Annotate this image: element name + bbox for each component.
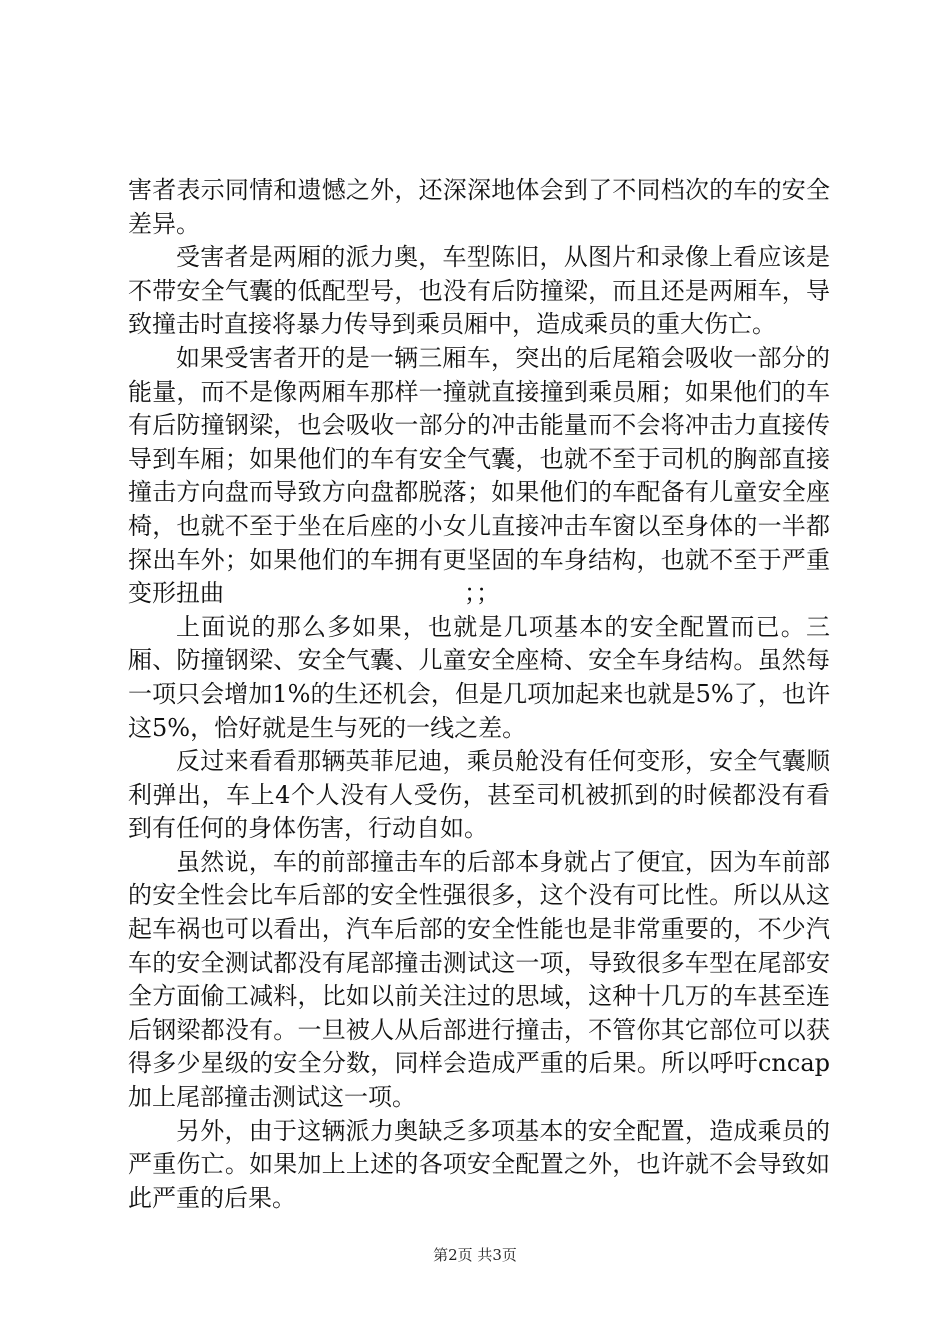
document-body <box>128 174 830 1215</box>
paragraph-victim-car: 受害者是两厢的派力奥，车型陈旧，从图片和录像上看应该是不带安全气囊的低配型号，也没有后防撞梁，而且还是两厢车，导致撞击时直接将暴力传导到乘员厢中，造成乘员的重大伤亡。 <box>128 243 830 339</box>
paragraph-continued: 害者表示同情和遗憾之外，还深深地体会到了不同档次的车的安全差异。 <box>128 176 830 238</box>
paragraph-safety-config: 上面说的那么多如果，也就是几项基本的安全配置而已。三厢、防撞钢梁、安全气囊、儿童安全座椅、安全车身结构。虽然每一项只会增加1%的生还机会，但是几项加起来也就是5%了，也许这5%，恰好就是生与死的一线之差。 <box>128 612 830 742</box>
page-number-footer: 第2页 共3页 <box>433 1246 517 1264</box>
paragraph-rear-safety: 虽然说，车的前部撞击车的后部本身就占了便宜，因为车前部的安全性会比车后部的安全性强很多，这个没有可比性。所以从这起车祸也可以看出，汽车后部的安全性能也是非常重要的，不少汽车的安全测试都没有尾部撞击测试这一项，导致很多车型在尾部安全方面偷工减料，比如以前关注过的思域，这种十几万的车甚至连后钢梁都没有。一旦被人从后部进行撞击，不管你其它部位可以获得多少星级的安全分数，同样会造成严重的后果。所以呼吁cncap加上尾部撞击测试这一项。 <box>128 847 830 1112</box>
paragraph-what-if: 如果受害者开的是一辆三厢车，突出的后尾箱会吸收一部分的能量，而不是像两厢车那样一撞就直接撞到乘员厢；如果他们的车有后防撞钢梁，也会吸收一部分的冲击能量而不会将冲击力直接传导到车厢；如果他们的车有安全气囊，也就不至于司机的胸部直接撞击方向盘而导致方向盘都脱落；如果他们的车配备有儿童安全座椅，也就不至于坐在后座的小女儿直接冲击车窗以至身体的一半都探出车外；如果他们的车拥有更坚固的车身结构，也就不至于严重变形扭曲 ；； <box>128 343 830 608</box>
paragraph-conclusion: 另外，由于这辆派力奥缺乏多项基本的安全配置，造成乘员的严重伤亡。如果加上上述的各项安全配置之外，也许就不会导致如此严重的后果。 <box>128 1116 830 1212</box>
paragraph-infiniti: 反过来看看那辆英菲尼迪，乘员舱没有任何变形，安全气囊顺利弹出，车上4个人没有人受伤，甚至司机被抓到的时候都没有看到有任何的身体伤害，行动自如。 <box>128 747 830 843</box>
